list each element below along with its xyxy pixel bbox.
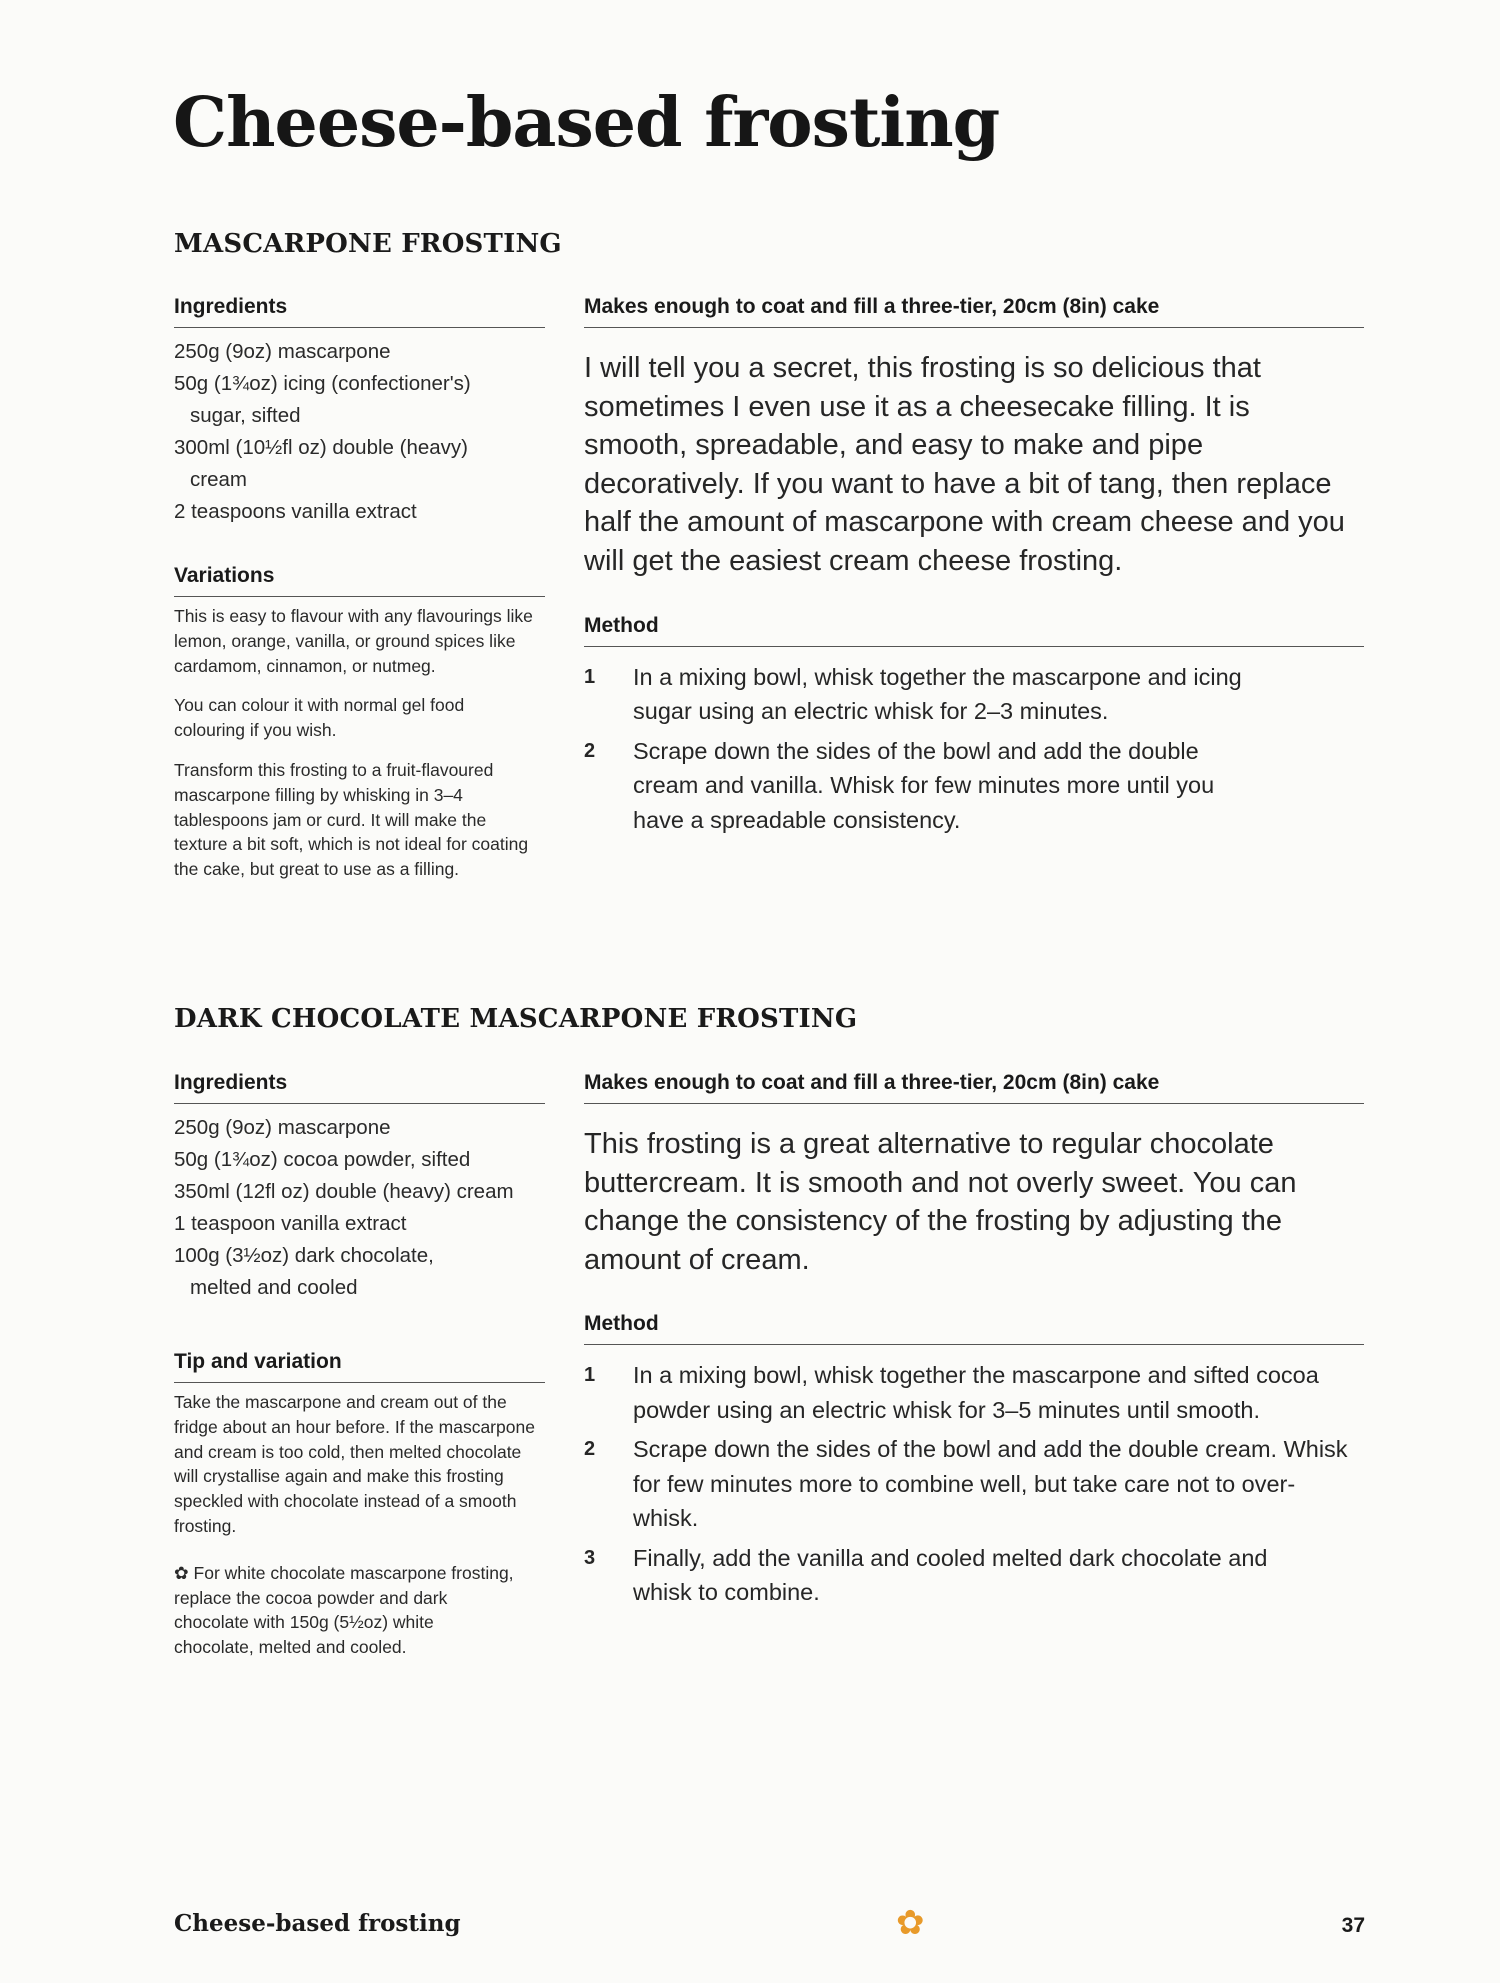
ingredient-item: 50g (1¾oz) cocoa powder, sifted (174, 1148, 471, 1171)
page-number: 37 (1341, 1914, 1365, 1937)
tip-label: Tip and variation (174, 1350, 545, 1383)
ingredient-item: 250g (9oz) mascarpone (174, 1116, 391, 1139)
method-step (584, 1541, 1284, 1610)
step-number: 1 (584, 1364, 596, 1387)
ingredients-list (174, 1112, 545, 1304)
tip-variation-block (174, 1350, 545, 1675)
ingredient-item: 250g (9oz) mascarpone (174, 340, 391, 363)
method-step (584, 1358, 1324, 1427)
method-step (584, 660, 1304, 729)
step-number: 3 (584, 1546, 596, 1569)
variation-note: You can colour it with normal gel food colouring if you wish. (174, 695, 465, 741)
ingredient-item: 2 teaspoons vanilla extract (174, 500, 417, 523)
ingredient-item: 100g (3½oz) dark chocolate, melted and cooled (174, 1244, 434, 1299)
step-number: 1 (584, 665, 596, 688)
intro-text: I will tell you a secret, this frosting is so delicious that sometimes I even use it as a cheesecake filling. It is smooth, spreadable, and easy to make and pipe decoratively. If you want to have a bit of tang, then replace half the amount of mascarpone with cream cheese and you will get the easiest cream cheese frosting. (584, 352, 1345, 577)
step-number: 2 (584, 739, 596, 762)
yield-label: Makes enough to coat and fill a three-tier, 20cm (8in) cake (584, 1071, 1364, 1104)
step-text: In a mixing bowl, whisk together the mascarpone and icing sugar using an electric whisk for 2–3 minutes. (633, 663, 1242, 725)
step-text: Scrape down the sides of the bowl and add the double cream. Whisk for few minutes more to combine well, but take care not to over-whisk. (633, 1436, 1348, 1532)
section-heading-mascarpone: MASCARPONE FROSTING (174, 229, 562, 259)
method-steps (584, 1358, 1359, 1610)
step-text: Finally, add the vanilla and cooled melted dark chocolate and whisk to combine. (633, 1544, 1268, 1606)
tip-note: ✿ For white chocolate mascarpone frosting, replace the cocoa powder and dark chocolate with 150g (5½oz) white chocolate, melted and cooled. (174, 1562, 514, 1658)
variation-note: Transform this frosting to a fruit-flavoured mascarpone filling by whisking in 3–4 tablespoons jam or curd. It will make the texture a bit soft, which is not ideal for coating the cake, but great to use as a filling. (174, 759, 529, 880)
tip-note: Take the mascarpone and cream out of the fridge about an hour before. If the mascarpone and cream is too cold, then melted chocolate will crystallise again and make this frosting speckled with chocolate instead of a smooth frosting. (174, 1392, 535, 1536)
ingredients-list (174, 336, 545, 528)
yield-label: Makes enough to coat and fill a three-tier, 20cm (8in) cake (584, 295, 1364, 328)
ingredients-label: Ingredients (174, 1071, 545, 1104)
variations-block (174, 564, 545, 897)
recipe-body-dark-chocolate (584, 1071, 1364, 1615)
ingredient-item: 350ml (12fl oz) double (heavy) cream (174, 1180, 514, 1203)
variation-note: This is easy to flavour with any flavourings like lemon, orange, vanilla, or ground spices like cardamom, cinnamon, or nutmeg. (174, 606, 533, 676)
method-label: Method (584, 1312, 1364, 1345)
section-heading-dark-chocolate: DARK CHOCOLATE MASCARPONE FROSTING (174, 1004, 858, 1034)
ingredients-block-dark-chocolate (174, 1071, 545, 1304)
variations-label: Variations (174, 564, 545, 597)
method-step (584, 734, 1244, 838)
page-title: Cheese-based frosting (173, 83, 1000, 163)
method-label: Method (584, 614, 1364, 647)
step-text: In a mixing bowl, whisk together the mascarpone and sifted cocoa powder using an electric whisk for 3–5 minutes until smooth. (633, 1362, 1319, 1423)
step-number: 2 (584, 1438, 596, 1461)
method-steps (584, 660, 1304, 838)
method-step (584, 1432, 1359, 1536)
step-text: Scrape down the sides of the bowl and add the double cream and vanilla. Whisk for few minutes more until you have a spreadable consistency. (633, 737, 1215, 833)
ingredient-item: 300ml (10½fl oz) double (heavy) cream (174, 436, 468, 491)
ingredients-block-mascarpone (174, 295, 545, 528)
flower-icon: ✿ (896, 1904, 925, 1942)
footer-title: Cheese-based frosting (174, 1910, 461, 1937)
ingredient-item: 1 teaspoon vanilla extract (174, 1212, 407, 1235)
ingredients-label: Ingredients (174, 295, 545, 328)
intro-text: This frosting is a great alternative to regular chocolate buttercream. It is smooth and not overly sweet. You can change the consistency of the frosting by adjusting the amount of cream. (584, 1128, 1297, 1276)
recipe-body-mascarpone (584, 295, 1364, 842)
ingredient-item: 50g (1¾oz) icing (confectioner's) sugar, sifted (174, 372, 471, 427)
